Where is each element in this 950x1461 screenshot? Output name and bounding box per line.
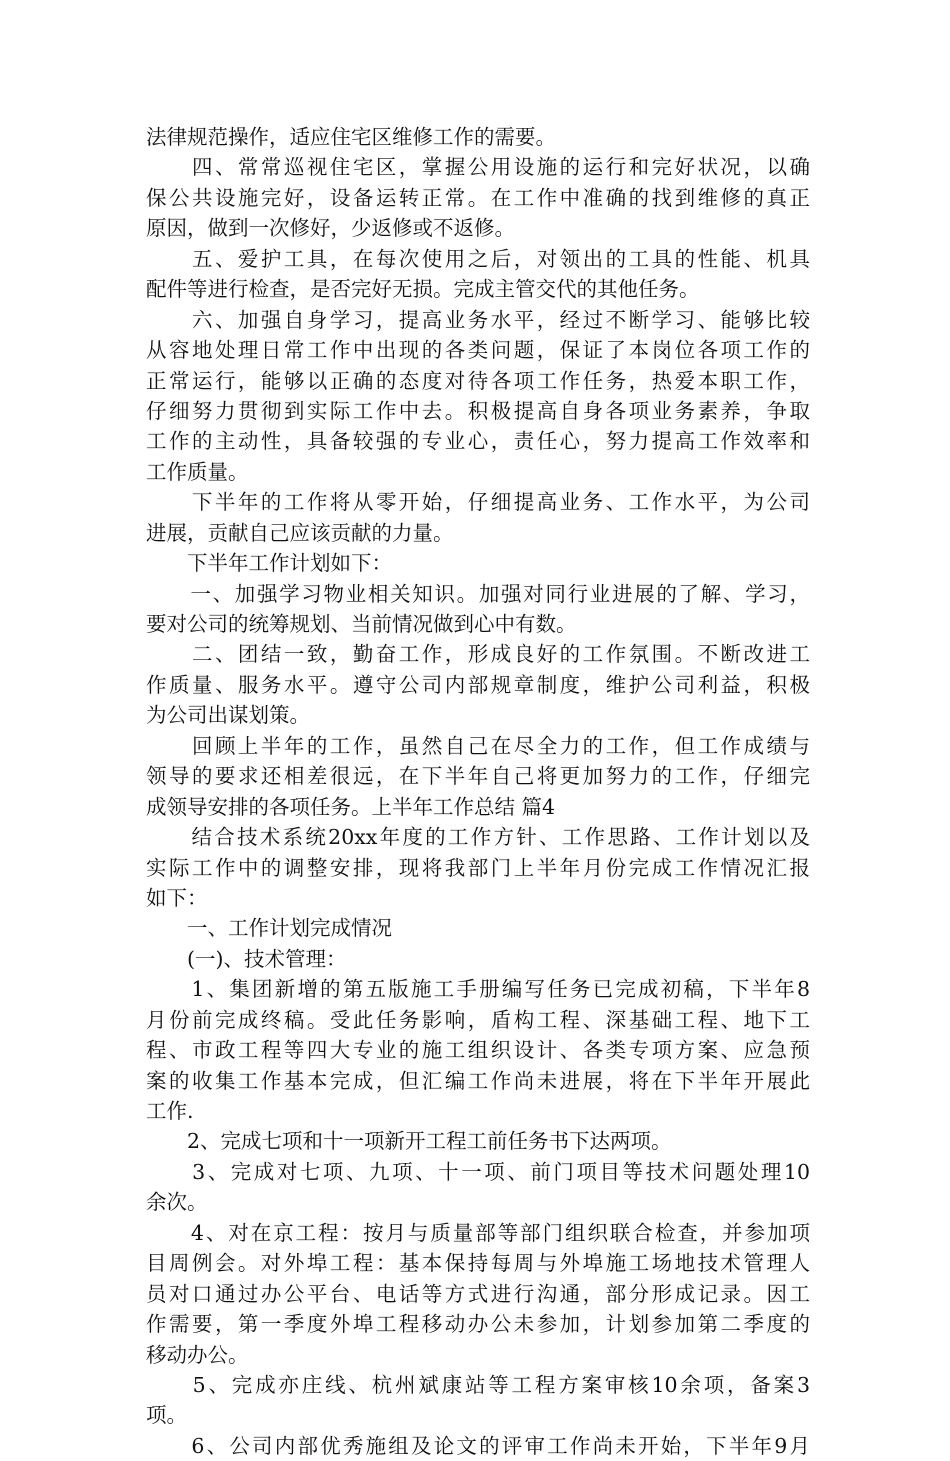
text-line: 下半年的工作将从零开始，仔细提高业务、工作水平，为公司 [146, 490, 810, 515]
text-line: 项。 [146, 1403, 187, 1428]
text-line: 五、爱护工具，在每次使用之后，对领出的工具的性能、机具 [146, 246, 810, 271]
text-line: 下半年工作计划如下： [146, 551, 392, 576]
text-line: 如下： [146, 885, 208, 910]
text-line: 结合技术系统20xx年度的工作方针、工作思路、工作计划以及 [146, 825, 810, 850]
text-line: 4、对在京工程：按月与质量部等部门组织联合检查，并参加项 [146, 1220, 810, 1245]
text-line: 6、公司内部优秀施组及论文的评审工作尚未开始，下半年9月 [146, 1433, 810, 1458]
text-line: 一、加强学习物业相关知识。加强对同行业进展的了解、学习， [146, 581, 810, 606]
text-line: 5、完成亦庄线、杭州斌康站等工程方案审核10余项，备案3 [146, 1372, 810, 1397]
text-line: 仔细努力贯彻到实际工作中去。积极提高自身各项业务素养，争取 [146, 398, 810, 423]
text-line: 作质量、服务水平。遵守公司内部规章制度，维护公司利益，积极 [146, 672, 810, 697]
text-line: 成领导安排的各项任务。上半年工作总结 篇4 [146, 794, 556, 819]
text-line: 实际工作中的调整安排，现将我部门上半年月份完成工作情况汇报 [146, 855, 810, 880]
text-line: 月份前完成终稿。受此任务影响，盾构工程、深基础工程、地下工 [146, 1007, 810, 1032]
text-line: 工作质量。 [146, 459, 249, 484]
text-line: 二、团结一致，勤奋工作，形成良好的工作氛围。不断改进工 [146, 642, 810, 667]
text-line: (一)、技术管理： [146, 946, 347, 971]
text-line: 工作. [146, 1099, 194, 1123]
text-line: 一、工作计划完成情况 [146, 916, 392, 941]
text-line: 回顾上半年的工作，虽然自己在尽全力的工作，但工作成绩与 [146, 733, 810, 758]
text-line: 2、完成七项和十一项新开工程工前任务书下达两项。 [146, 1129, 672, 1154]
text-line: 领导的要求还相差很远，在下半年自己将更加努力的工作，仔细完 [146, 764, 810, 789]
text-line: 四、常常巡视住宅区，掌握公用设施的运行和完好状况，以确 [146, 155, 810, 180]
text-line: 配件等进行检查，是否完好无损。完成主管交代的其他任务。 [146, 277, 700, 302]
text-line: 六、加强自身学习，提高业务水平，经过不断学习、能够比较 [146, 307, 810, 332]
text-line: 员对口通过办公平台、电话等方式进行沟通，部分形成记录。因工 [146, 1281, 810, 1306]
text-line: 原因，做到一次修好，少返修或不返修。 [146, 216, 515, 241]
text-line: 案的收集工作基本完成，但汇编工作尚未进展，将在下半年开展此 [146, 1068, 810, 1093]
text-line: 从容地处理日常工作中出现的各类问题，保证了本岗位各项工作的 [146, 338, 810, 363]
text-line: 正常运行，能够以正确的态度对待各项工作任务，热爱本职工作， [146, 368, 810, 393]
text-line: 法律规范操作，适应住宅区维修工作的需要。 [146, 125, 556, 149]
text-line: 程、市政工程等四大专业的施工组织设计、各类专项方案、应急预 [146, 1038, 810, 1063]
text-line: 保公共设施完好，设备运转正常。在工作中准确的找到维修的真正 [146, 185, 810, 210]
document-body [146, 122, 810, 1461]
text-line: 工作的主动性，具备较强的专业心，责任心，努力提高工作效率和 [146, 429, 810, 454]
text-line: 余次。 [146, 1190, 208, 1215]
text-line: 3、完成对七项、九项、十一项、前门项目等技术问题处理10 [146, 1159, 810, 1184]
text-line: 移动办公。 [146, 1342, 249, 1367]
text-line: 1、集团新增的第五版施工手册编写任务已完成初稿，下半年8 [146, 977, 810, 1002]
text-line: 为公司出谋划策。 [146, 703, 310, 728]
text-line: 进展，贡献自己应该贡献的力量。 [146, 520, 454, 545]
text-line: 要对公司的统筹规划、当前情况做到心中有数。 [146, 612, 577, 636]
text-line: 作需要，第一季度外埠工程移动办公未参加，计划参加第二季度的 [146, 1312, 810, 1337]
text-line: 目周例会。对外埠工程：基本保持每周与外埠施工场地技术管理人 [146, 1251, 810, 1276]
